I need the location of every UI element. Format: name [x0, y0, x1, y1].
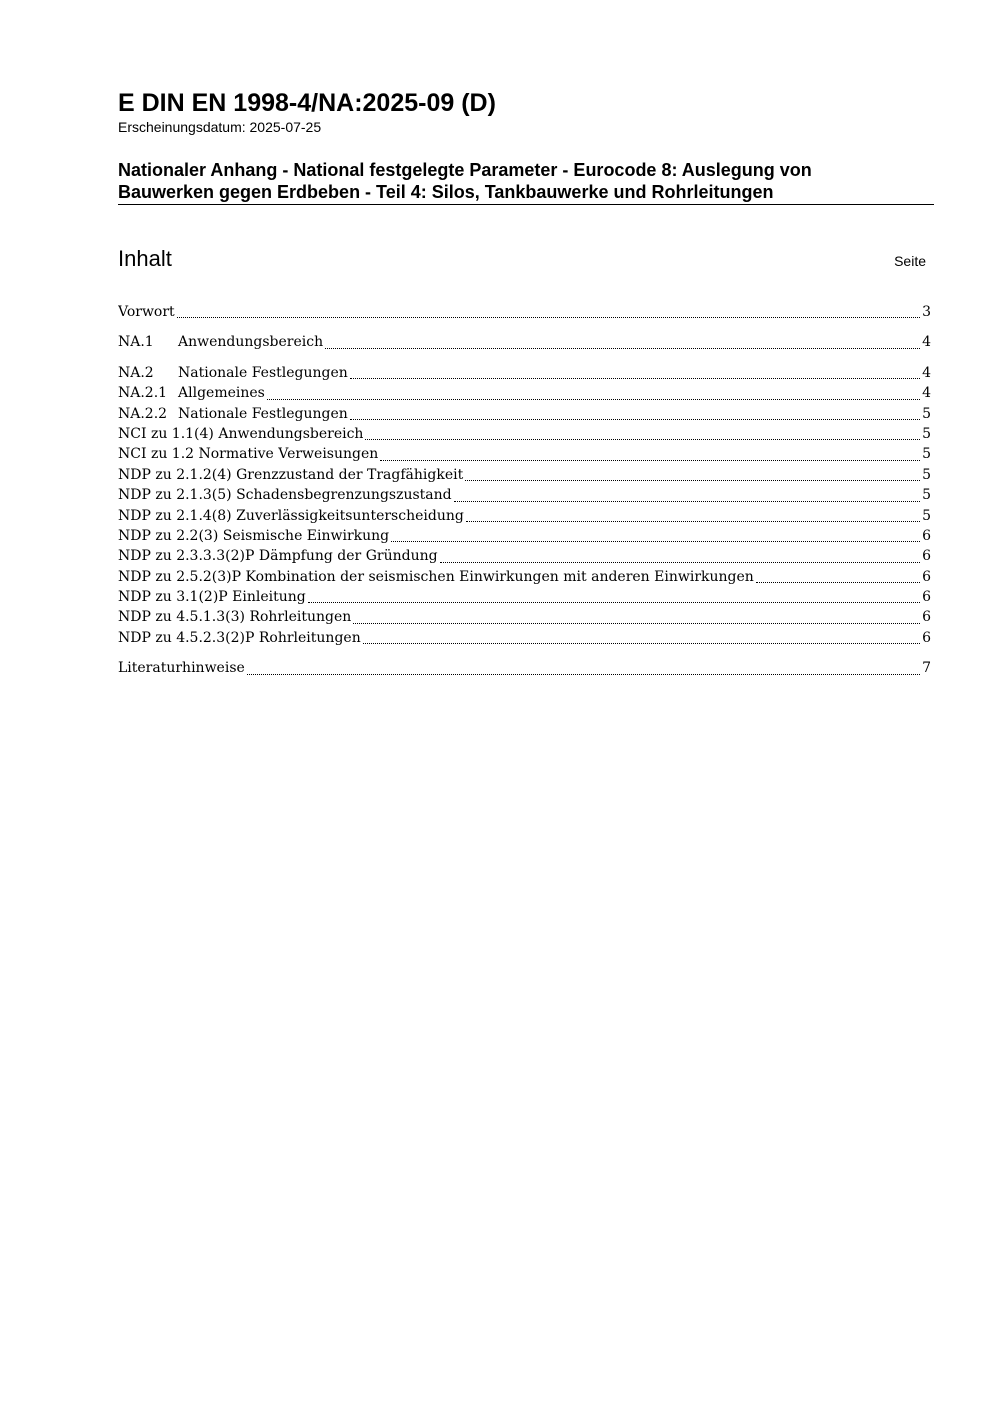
toc-entry-literaturhinweise[interactable]	[118, 658, 931, 678]
toc-entry-page: 5	[922, 487, 931, 504]
toc-dot-leader	[267, 399, 920, 400]
toc-entry-vorwort[interactable]	[118, 302, 931, 322]
toc-entry-number: NA.2	[118, 364, 154, 381]
toc-entry-page: 4	[922, 364, 931, 381]
toc-entry-label: NDP zu 4.5.1.3(3) Rohrleitungen	[118, 609, 352, 626]
toc-entry-page: 6	[922, 629, 931, 646]
toc-entry-ndp-4-5-2-3-2p[interactable]	[118, 628, 931, 648]
toc-entry-page: 6	[922, 609, 931, 626]
document-title	[118, 159, 934, 205]
toc-dot-leader	[177, 317, 920, 318]
toc-entry-label: Nationale Festlegungen	[178, 364, 348, 381]
toc-entry-page: 5	[922, 446, 931, 463]
toc-entry-label: NDP zu 2.1.3(5) Schadensbegrenzungszustand	[118, 487, 452, 504]
toc-entry-na-2[interactable]	[118, 363, 931, 383]
toc-entry-page: 6	[922, 527, 931, 544]
toc-entry-ndp-2-1-2-4[interactable]	[118, 465, 931, 485]
toc-entry-label: Literaturhinweise	[118, 660, 245, 677]
toc-dot-leader	[365, 439, 920, 440]
toc-entry-ndp-2-3-3-3-2p[interactable]	[118, 546, 931, 566]
toc-entry-na-2-2[interactable]	[118, 404, 931, 424]
toc-dot-leader	[454, 501, 920, 502]
toc-entry-ndp-2-5-2-3p[interactable]	[118, 567, 931, 587]
toc-entry-page: 6	[922, 548, 931, 565]
toc-entry-page: 5	[922, 405, 931, 422]
table-of-contents	[118, 302, 931, 679]
toc-dot-leader	[465, 480, 920, 481]
toc-entry-label: Nationale Festlegungen	[178, 405, 348, 422]
toc-entry-ndp-2-2-3[interactable]	[118, 526, 931, 546]
toc-entry-na-1[interactable]	[118, 332, 931, 352]
document-header	[118, 88, 934, 136]
toc-dot-leader	[325, 348, 920, 349]
toc-dot-leader	[756, 582, 920, 583]
toc-entry-number: NA.2.2	[118, 405, 168, 422]
toc-header	[118, 244, 926, 274]
toc-entry-page: 6	[922, 568, 931, 585]
toc-entry-label: NCI zu 1.1(4) Anwendungsbereich	[118, 425, 364, 442]
publication-date: Erscheinungsdatum: 2025-07-25	[118, 119, 322, 135]
toc-entry-na-2-1[interactable]	[118, 383, 931, 403]
toc-dot-leader	[363, 643, 920, 644]
toc-entry-ndp-4-5-1-3-3[interactable]	[118, 607, 931, 627]
toc-entry-label: NDP zu 2.2(3) Seismische Einwirkung	[118, 527, 390, 544]
toc-entry-label: NDP zu 2.1.2(4) Grenzzustand der Tragfähigkeit	[118, 466, 464, 483]
toc-dot-leader	[391, 541, 920, 542]
toc-entry-ndp-2-1-4-8[interactable]	[118, 506, 931, 526]
document-title-line-2: Bauwerken gegen Erdbeben - Teil 4: Silos, Tankbauwerke und Rohrleitungen	[118, 182, 774, 202]
toc-entry-label: NDP zu 4.5.2.3(2)P Rohrleitungen	[118, 629, 361, 646]
toc-entry-page: 5	[922, 425, 931, 442]
toc-entry-page: 5	[922, 466, 931, 483]
toc-dot-leader	[380, 460, 920, 461]
toc-entry-label: NDP zu 2.1.4(8) Zuverlässigkeitsunterscheidung	[118, 507, 464, 524]
toc-entry-ndp-3-1-2p[interactable]	[118, 587, 931, 607]
toc-dot-leader	[350, 419, 920, 420]
toc-entry-label: NDP zu 2.3.3.3(2)P Dämpfung der Gründung	[118, 548, 438, 565]
toc-entry-page: 3	[922, 304, 931, 320]
toc-entry-page: 6	[922, 589, 931, 606]
toc-entry-ndp-2-1-3-5[interactable]	[118, 485, 931, 505]
toc-entry-label: Vorwort	[118, 304, 175, 320]
toc-heading: Inhalt	[118, 246, 172, 271]
toc-entry-number: NA.2.1	[118, 385, 168, 402]
toc-page-column-label: Seite	[894, 253, 926, 269]
toc-entry-page: 4	[922, 334, 931, 351]
toc-entry-label: Allgemeines	[178, 385, 265, 402]
toc-dot-leader	[466, 521, 920, 522]
toc-dot-leader	[353, 623, 920, 624]
document-title-line-1: Nationaler Anhang - National festgelegte Parameter - Eurocode 8: Auslegung von	[118, 160, 812, 180]
toc-entry-page: 7	[922, 660, 931, 677]
toc-entry-page: 4	[922, 385, 931, 402]
toc-entry-page: 5	[922, 507, 931, 524]
toc-entry-label: NDP zu 2.5.2(3)P Kombination der seismischen Einwirkungen mit anderen Einwirkungen	[118, 568, 754, 585]
toc-entry-nci-1-2[interactable]	[118, 444, 931, 464]
toc-entry-label: Anwendungsbereich	[178, 334, 324, 351]
toc-entry-number: NA.1	[118, 334, 154, 351]
toc-dot-leader	[308, 602, 920, 603]
toc-dot-leader	[440, 562, 921, 563]
toc-entry-label: NCI zu 1.2 Normative Verweisungen	[118, 446, 379, 463]
toc-entry-nci-1-1-4[interactable]	[118, 424, 931, 444]
document-id: E DIN EN 1998-4/NA:2025-09 (D)	[118, 89, 496, 117]
toc-dot-leader	[247, 674, 920, 675]
toc-dot-leader	[350, 378, 920, 379]
toc-entry-label: NDP zu 3.1(2)P Einleitung	[118, 589, 306, 606]
